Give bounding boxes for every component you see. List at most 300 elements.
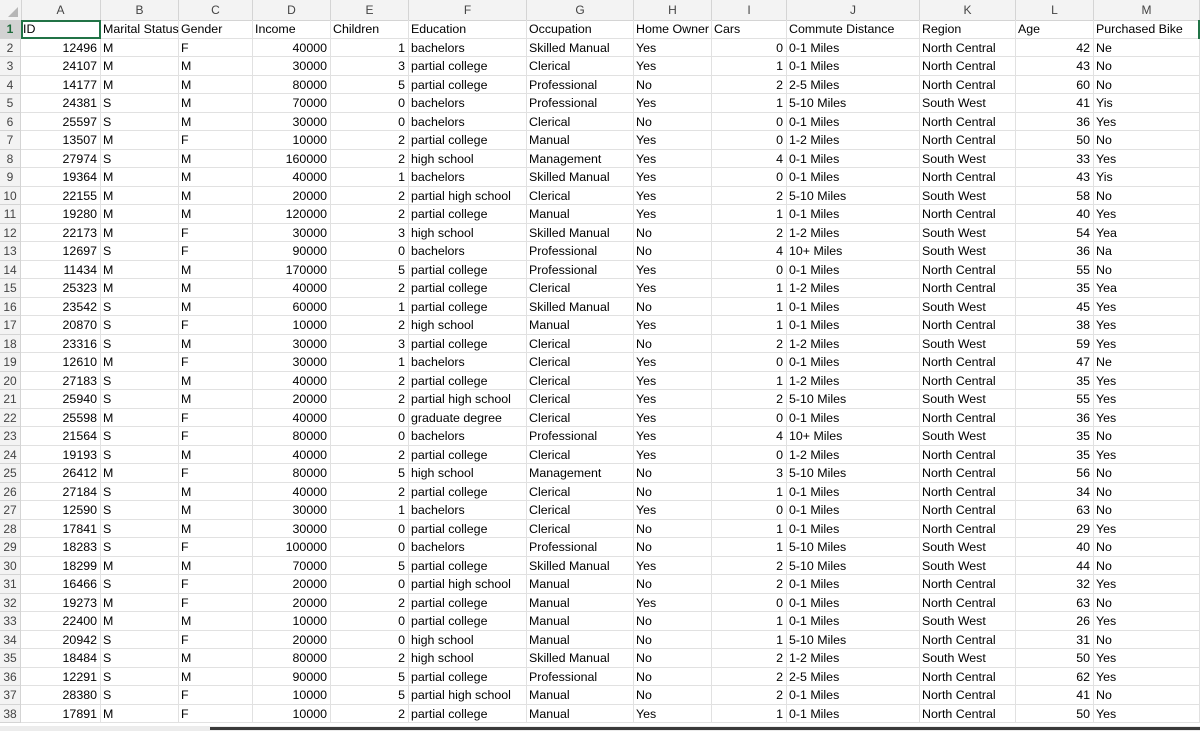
- data-cell[interactable]: Management: [527, 150, 634, 169]
- data-cell[interactable]: M: [101, 76, 179, 95]
- row-header-25[interactable]: 25: [0, 464, 21, 483]
- data-cell[interactable]: 24381: [21, 94, 101, 113]
- data-cell[interactable]: bachelors: [409, 353, 527, 372]
- data-cell[interactable]: 34: [1016, 483, 1094, 502]
- data-cell[interactable]: 2-5 Miles: [787, 668, 920, 687]
- row-header-3[interactable]: 3: [0, 57, 21, 76]
- data-cell[interactable]: 20942: [21, 631, 101, 650]
- data-cell[interactable]: 10000: [253, 316, 331, 335]
- data-cell[interactable]: 41: [1016, 94, 1094, 113]
- data-cell[interactable]: 54: [1016, 224, 1094, 243]
- row-header-7[interactable]: 7: [0, 131, 21, 150]
- data-cell[interactable]: 21564: [21, 427, 101, 446]
- row-header-9[interactable]: 9: [0, 168, 21, 187]
- data-cell[interactable]: South West: [920, 242, 1016, 261]
- data-cell[interactable]: Professional: [527, 261, 634, 280]
- data-cell[interactable]: 2: [331, 279, 409, 298]
- data-cell[interactable]: North Central: [920, 205, 1016, 224]
- data-cell[interactable]: M: [179, 298, 253, 317]
- data-cell[interactable]: Professional: [527, 668, 634, 687]
- data-cell[interactable]: F: [179, 427, 253, 446]
- data-cell[interactable]: 25598: [21, 409, 101, 428]
- data-cell[interactable]: 19193: [21, 446, 101, 465]
- data-cell[interactable]: North Central: [920, 57, 1016, 76]
- data-cell[interactable]: 1: [712, 612, 787, 631]
- data-cell[interactable]: 2-5 Miles: [787, 76, 920, 95]
- header-cell[interactable]: Education: [409, 20, 527, 39]
- header-cell[interactable]: Age: [1016, 20, 1094, 39]
- data-cell[interactable]: No: [634, 649, 712, 668]
- data-cell[interactable]: 0-1 Miles: [787, 483, 920, 502]
- data-cell[interactable]: partial college: [409, 279, 527, 298]
- row-header-6[interactable]: 6: [0, 113, 21, 132]
- column-header-l[interactable]: L: [1016, 0, 1094, 20]
- data-cell[interactable]: M: [179, 168, 253, 187]
- data-cell[interactable]: Clerical: [527, 372, 634, 391]
- data-cell[interactable]: 2: [712, 686, 787, 705]
- data-cell[interactable]: No: [1094, 686, 1200, 705]
- data-cell[interactable]: No: [634, 464, 712, 483]
- data-cell[interactable]: No: [1094, 187, 1200, 206]
- data-cell[interactable]: Yes: [634, 409, 712, 428]
- data-cell[interactable]: S: [101, 686, 179, 705]
- data-cell[interactable]: 11434: [21, 261, 101, 280]
- data-cell[interactable]: bachelors: [409, 501, 527, 520]
- data-cell[interactable]: 0: [331, 427, 409, 446]
- data-cell[interactable]: 62: [1016, 668, 1094, 687]
- data-cell[interactable]: No: [634, 686, 712, 705]
- data-cell[interactable]: 2: [331, 390, 409, 409]
- data-cell[interactable]: South West: [920, 649, 1016, 668]
- data-cell[interactable]: 4: [712, 150, 787, 169]
- data-cell[interactable]: M: [179, 483, 253, 502]
- data-cell[interactable]: Yes: [1094, 335, 1200, 354]
- data-cell[interactable]: S: [101, 446, 179, 465]
- data-cell[interactable]: 10+ Miles: [787, 242, 920, 261]
- data-cell[interactable]: S: [101, 242, 179, 261]
- data-cell[interactable]: 1-2 Miles: [787, 446, 920, 465]
- data-cell[interactable]: 24107: [21, 57, 101, 76]
- data-cell[interactable]: 2: [712, 390, 787, 409]
- data-cell[interactable]: Yes: [1094, 575, 1200, 594]
- data-cell[interactable]: 0: [712, 168, 787, 187]
- data-cell[interactable]: partial college: [409, 372, 527, 391]
- data-cell[interactable]: No: [634, 520, 712, 539]
- data-cell[interactable]: 0: [712, 131, 787, 150]
- data-cell[interactable]: 0-1 Miles: [787, 316, 920, 335]
- data-cell[interactable]: 20870: [21, 316, 101, 335]
- data-cell[interactable]: M: [101, 57, 179, 76]
- data-cell[interactable]: 1: [712, 94, 787, 113]
- data-cell[interactable]: Yes: [1094, 150, 1200, 169]
- data-cell[interactable]: F: [179, 353, 253, 372]
- data-cell[interactable]: 1: [331, 353, 409, 372]
- data-cell[interactable]: No: [1094, 261, 1200, 280]
- data-cell[interactable]: Yes: [1094, 612, 1200, 631]
- scrollbar-thumb[interactable]: [210, 727, 1200, 730]
- data-cell[interactable]: 3: [712, 464, 787, 483]
- data-cell[interactable]: 50: [1016, 131, 1094, 150]
- data-cell[interactable]: Yis: [1094, 168, 1200, 187]
- row-header-5[interactable]: 5: [0, 94, 21, 113]
- row-header-4[interactable]: 4: [0, 76, 21, 95]
- data-cell[interactable]: 33: [1016, 150, 1094, 169]
- data-cell[interactable]: 1: [712, 205, 787, 224]
- data-cell[interactable]: No: [634, 612, 712, 631]
- data-cell[interactable]: 23316: [21, 335, 101, 354]
- data-cell[interactable]: bachelors: [409, 538, 527, 557]
- data-cell[interactable]: 19364: [21, 168, 101, 187]
- data-cell[interactable]: Clerical: [527, 353, 634, 372]
- data-cell[interactable]: Manual: [527, 594, 634, 613]
- data-cell[interactable]: 2: [712, 557, 787, 576]
- data-cell[interactable]: North Central: [920, 705, 1016, 724]
- data-cell[interactable]: North Central: [920, 631, 1016, 650]
- data-cell[interactable]: 40000: [253, 279, 331, 298]
- data-cell[interactable]: Yes: [1094, 205, 1200, 224]
- data-cell[interactable]: M: [179, 57, 253, 76]
- data-cell[interactable]: 160000: [253, 150, 331, 169]
- column-header-j[interactable]: J: [787, 0, 920, 20]
- data-cell[interactable]: M: [179, 113, 253, 132]
- data-cell[interactable]: North Central: [920, 483, 1016, 502]
- data-cell[interactable]: 27184: [21, 483, 101, 502]
- data-cell[interactable]: 2: [331, 205, 409, 224]
- data-cell[interactable]: 17891: [21, 705, 101, 724]
- data-cell[interactable]: Clerical: [527, 520, 634, 539]
- data-cell[interactable]: 0: [712, 594, 787, 613]
- data-cell[interactable]: 40000: [253, 168, 331, 187]
- data-cell[interactable]: 20000: [253, 631, 331, 650]
- data-cell[interactable]: 55: [1016, 261, 1094, 280]
- data-cell[interactable]: M: [101, 409, 179, 428]
- data-cell[interactable]: 10000: [253, 131, 331, 150]
- data-cell[interactable]: Clerical: [527, 483, 634, 502]
- data-cell[interactable]: 1: [712, 279, 787, 298]
- data-cell[interactable]: 30000: [253, 501, 331, 520]
- data-cell[interactable]: 3: [331, 335, 409, 354]
- data-cell[interactable]: M: [101, 131, 179, 150]
- data-cell[interactable]: M: [179, 76, 253, 95]
- data-cell[interactable]: Clerical: [527, 113, 634, 132]
- data-cell[interactable]: Yes: [1094, 316, 1200, 335]
- data-cell[interactable]: 0-1 Miles: [787, 205, 920, 224]
- data-cell[interactable]: North Central: [920, 409, 1016, 428]
- data-cell[interactable]: 170000: [253, 261, 331, 280]
- data-cell[interactable]: 0-1 Miles: [787, 594, 920, 613]
- data-cell[interactable]: 45: [1016, 298, 1094, 317]
- data-cell[interactable]: 1-2 Miles: [787, 649, 920, 668]
- data-cell[interactable]: 35: [1016, 279, 1094, 298]
- data-cell[interactable]: Yea: [1094, 224, 1200, 243]
- data-cell[interactable]: partial college: [409, 557, 527, 576]
- data-cell[interactable]: 2: [331, 150, 409, 169]
- data-cell[interactable]: 5: [331, 686, 409, 705]
- data-cell[interactable]: South West: [920, 150, 1016, 169]
- data-cell[interactable]: 0-1 Miles: [787, 39, 920, 58]
- data-cell[interactable]: 80000: [253, 464, 331, 483]
- row-header-31[interactable]: 31: [0, 575, 21, 594]
- data-cell[interactable]: 0-1 Miles: [787, 705, 920, 724]
- column-header-i[interactable]: I: [712, 0, 787, 20]
- data-cell[interactable]: 80000: [253, 427, 331, 446]
- data-cell[interactable]: M: [101, 205, 179, 224]
- data-cell[interactable]: North Central: [920, 575, 1016, 594]
- data-cell[interactable]: 4: [712, 427, 787, 446]
- data-cell[interactable]: S: [101, 150, 179, 169]
- data-cell[interactable]: 30000: [253, 353, 331, 372]
- data-cell[interactable]: 30000: [253, 224, 331, 243]
- data-cell[interactable]: Skilled Manual: [527, 39, 634, 58]
- header-cell[interactable]: Home Owner: [634, 20, 712, 39]
- data-cell[interactable]: No: [634, 538, 712, 557]
- data-cell[interactable]: 70000: [253, 94, 331, 113]
- data-cell[interactable]: North Central: [920, 168, 1016, 187]
- data-cell[interactable]: South West: [920, 427, 1016, 446]
- data-cell[interactable]: partial college: [409, 612, 527, 631]
- data-cell[interactable]: 1-2 Miles: [787, 131, 920, 150]
- data-cell[interactable]: 40000: [253, 372, 331, 391]
- data-cell[interactable]: No: [1094, 557, 1200, 576]
- data-cell[interactable]: 22155: [21, 187, 101, 206]
- data-cell[interactable]: 25323: [21, 279, 101, 298]
- data-cell[interactable]: North Central: [920, 279, 1016, 298]
- data-cell[interactable]: 43: [1016, 57, 1094, 76]
- data-cell[interactable]: M: [101, 353, 179, 372]
- data-cell[interactable]: No: [634, 483, 712, 502]
- data-cell[interactable]: 23542: [21, 298, 101, 317]
- header-cell[interactable]: ID: [21, 20, 101, 39]
- row-header-12[interactable]: 12: [0, 224, 21, 243]
- data-cell[interactable]: M: [101, 39, 179, 58]
- data-cell[interactable]: Clerical: [527, 501, 634, 520]
- data-cell[interactable]: 59: [1016, 335, 1094, 354]
- data-cell[interactable]: F: [179, 224, 253, 243]
- column-header-f[interactable]: F: [409, 0, 527, 20]
- data-cell[interactable]: 0: [331, 409, 409, 428]
- data-cell[interactable]: No: [634, 224, 712, 243]
- data-cell[interactable]: 2: [331, 372, 409, 391]
- data-cell[interactable]: partial college: [409, 205, 527, 224]
- data-cell[interactable]: 60000: [253, 298, 331, 317]
- data-cell[interactable]: South West: [920, 390, 1016, 409]
- data-cell[interactable]: 40: [1016, 205, 1094, 224]
- data-cell[interactable]: 2: [712, 187, 787, 206]
- row-header-20[interactable]: 20: [0, 372, 21, 391]
- row-header-1[interactable]: 1: [0, 20, 21, 39]
- data-cell[interactable]: partial college: [409, 520, 527, 539]
- data-cell[interactable]: F: [179, 39, 253, 58]
- data-cell[interactable]: 10000: [253, 705, 331, 724]
- data-cell[interactable]: No: [634, 668, 712, 687]
- data-cell[interactable]: 1-2 Miles: [787, 372, 920, 391]
- row-header-19[interactable]: 19: [0, 353, 21, 372]
- data-cell[interactable]: 36: [1016, 409, 1094, 428]
- column-header-b[interactable]: B: [101, 0, 179, 20]
- data-cell[interactable]: 0-1 Miles: [787, 686, 920, 705]
- header-cell[interactable]: Income: [253, 20, 331, 39]
- data-cell[interactable]: No: [634, 298, 712, 317]
- data-cell[interactable]: 2: [712, 668, 787, 687]
- data-cell[interactable]: North Central: [920, 353, 1016, 372]
- data-cell[interactable]: F: [179, 705, 253, 724]
- data-cell[interactable]: 18299: [21, 557, 101, 576]
- column-header-c[interactable]: C: [179, 0, 253, 20]
- data-cell[interactable]: Professional: [527, 538, 634, 557]
- data-cell[interactable]: partial college: [409, 131, 527, 150]
- data-cell[interactable]: 40: [1016, 538, 1094, 557]
- data-cell[interactable]: South West: [920, 224, 1016, 243]
- data-cell[interactable]: 25597: [21, 113, 101, 132]
- data-cell[interactable]: high school: [409, 649, 527, 668]
- data-cell[interactable]: S: [101, 649, 179, 668]
- data-cell[interactable]: F: [179, 538, 253, 557]
- data-cell[interactable]: 5-10 Miles: [787, 538, 920, 557]
- data-cell[interactable]: No: [1094, 483, 1200, 502]
- data-cell[interactable]: 1: [712, 705, 787, 724]
- data-cell[interactable]: 14177: [21, 76, 101, 95]
- data-cell[interactable]: 50: [1016, 649, 1094, 668]
- data-cell[interactable]: North Central: [920, 686, 1016, 705]
- data-cell[interactable]: M: [101, 705, 179, 724]
- data-cell[interactable]: Ne: [1094, 39, 1200, 58]
- data-cell[interactable]: 0: [331, 242, 409, 261]
- data-cell[interactable]: 36: [1016, 242, 1094, 261]
- data-cell[interactable]: Yea: [1094, 279, 1200, 298]
- data-cell[interactable]: 2: [712, 335, 787, 354]
- data-cell[interactable]: 1: [712, 298, 787, 317]
- data-cell[interactable]: North Central: [920, 668, 1016, 687]
- data-cell[interactable]: 17841: [21, 520, 101, 539]
- data-cell[interactable]: 120000: [253, 205, 331, 224]
- data-cell[interactable]: 50: [1016, 705, 1094, 724]
- data-cell[interactable]: F: [179, 409, 253, 428]
- data-cell[interactable]: Yes: [1094, 298, 1200, 317]
- data-cell[interactable]: partial college: [409, 261, 527, 280]
- data-cell[interactable]: 0-1 Miles: [787, 575, 920, 594]
- data-cell[interactable]: partial high school: [409, 686, 527, 705]
- data-cell[interactable]: Manual: [527, 631, 634, 650]
- data-cell[interactable]: S: [101, 520, 179, 539]
- data-cell[interactable]: F: [179, 686, 253, 705]
- data-cell[interactable]: 12610: [21, 353, 101, 372]
- data-cell[interactable]: Yes: [634, 39, 712, 58]
- data-cell[interactable]: M: [179, 446, 253, 465]
- data-cell[interactable]: 36: [1016, 113, 1094, 132]
- row-header-16[interactable]: 16: [0, 298, 21, 317]
- data-cell[interactable]: M: [101, 168, 179, 187]
- data-cell[interactable]: 35: [1016, 427, 1094, 446]
- data-cell[interactable]: S: [101, 335, 179, 354]
- data-cell[interactable]: North Central: [920, 520, 1016, 539]
- row-header-14[interactable]: 14: [0, 261, 21, 280]
- data-cell[interactable]: 5-10 Miles: [787, 390, 920, 409]
- header-cell[interactable]: Occupation: [527, 20, 634, 39]
- data-cell[interactable]: 1: [331, 298, 409, 317]
- data-cell[interactable]: S: [101, 94, 179, 113]
- data-cell[interactable]: 0: [712, 353, 787, 372]
- data-cell[interactable]: M: [179, 94, 253, 113]
- data-cell[interactable]: 40000: [253, 483, 331, 502]
- row-header-34[interactable]: 34: [0, 631, 21, 650]
- header-cell[interactable]: Children: [331, 20, 409, 39]
- data-cell[interactable]: 10000: [253, 612, 331, 631]
- data-cell[interactable]: M: [179, 187, 253, 206]
- data-cell[interactable]: M: [179, 261, 253, 280]
- data-cell[interactable]: North Central: [920, 594, 1016, 613]
- data-cell[interactable]: M: [101, 261, 179, 280]
- data-cell[interactable]: Professional: [527, 242, 634, 261]
- data-cell[interactable]: bachelors: [409, 39, 527, 58]
- data-cell[interactable]: 1-2 Miles: [787, 335, 920, 354]
- data-cell[interactable]: Yes: [634, 372, 712, 391]
- data-cell[interactable]: Yes: [634, 279, 712, 298]
- data-cell[interactable]: Clerical: [527, 446, 634, 465]
- row-header-30[interactable]: 30: [0, 557, 21, 576]
- data-cell[interactable]: M: [101, 594, 179, 613]
- data-cell[interactable]: Manual: [527, 612, 634, 631]
- data-cell[interactable]: 2: [331, 131, 409, 150]
- column-header-m[interactable]: M: [1094, 0, 1200, 20]
- column-header-h[interactable]: H: [634, 0, 712, 20]
- header-cell[interactable]: Marital Status: [101, 20, 179, 39]
- data-cell[interactable]: No: [634, 575, 712, 594]
- horizontal-scrollbar[interactable]: [0, 726, 1200, 731]
- data-cell[interactable]: No: [1094, 631, 1200, 650]
- data-cell[interactable]: 2: [331, 446, 409, 465]
- data-cell[interactable]: 90000: [253, 242, 331, 261]
- data-cell[interactable]: S: [101, 390, 179, 409]
- row-header-29[interactable]: 29: [0, 538, 21, 557]
- data-cell[interactable]: Yes: [634, 131, 712, 150]
- data-cell[interactable]: S: [101, 575, 179, 594]
- data-cell[interactable]: partial college: [409, 668, 527, 687]
- data-cell[interactable]: Clerical: [527, 390, 634, 409]
- data-cell[interactable]: No: [634, 76, 712, 95]
- data-cell[interactable]: Yes: [634, 57, 712, 76]
- row-header-24[interactable]: 24: [0, 446, 21, 465]
- data-cell[interactable]: M: [101, 557, 179, 576]
- row-header-15[interactable]: 15: [0, 279, 21, 298]
- data-cell[interactable]: 12697: [21, 242, 101, 261]
- data-cell[interactable]: Clerical: [527, 57, 634, 76]
- data-cell[interactable]: 5-10 Miles: [787, 464, 920, 483]
- data-cell[interactable]: Yes: [634, 446, 712, 465]
- data-cell[interactable]: 1: [712, 483, 787, 502]
- data-cell[interactable]: 40000: [253, 409, 331, 428]
- data-cell[interactable]: 55: [1016, 390, 1094, 409]
- column-header-e[interactable]: E: [331, 0, 409, 20]
- data-cell[interactable]: North Central: [920, 501, 1016, 520]
- data-cell[interactable]: 2: [712, 575, 787, 594]
- data-cell[interactable]: 0: [331, 94, 409, 113]
- data-cell[interactable]: Yes: [634, 187, 712, 206]
- data-cell[interactable]: Yes: [1094, 372, 1200, 391]
- data-cell[interactable]: 58: [1016, 187, 1094, 206]
- data-cell[interactable]: Skilled Manual: [527, 168, 634, 187]
- data-cell[interactable]: 2: [712, 649, 787, 668]
- data-cell[interactable]: Manual: [527, 686, 634, 705]
- data-cell[interactable]: partial college: [409, 446, 527, 465]
- data-cell[interactable]: Yes: [1094, 390, 1200, 409]
- data-cell[interactable]: South West: [920, 94, 1016, 113]
- data-cell[interactable]: F: [179, 316, 253, 335]
- data-cell[interactable]: M: [101, 464, 179, 483]
- data-cell[interactable]: 100000: [253, 538, 331, 557]
- data-cell[interactable]: 0: [331, 113, 409, 132]
- data-cell[interactable]: North Central: [920, 131, 1016, 150]
- data-cell[interactable]: M: [179, 612, 253, 631]
